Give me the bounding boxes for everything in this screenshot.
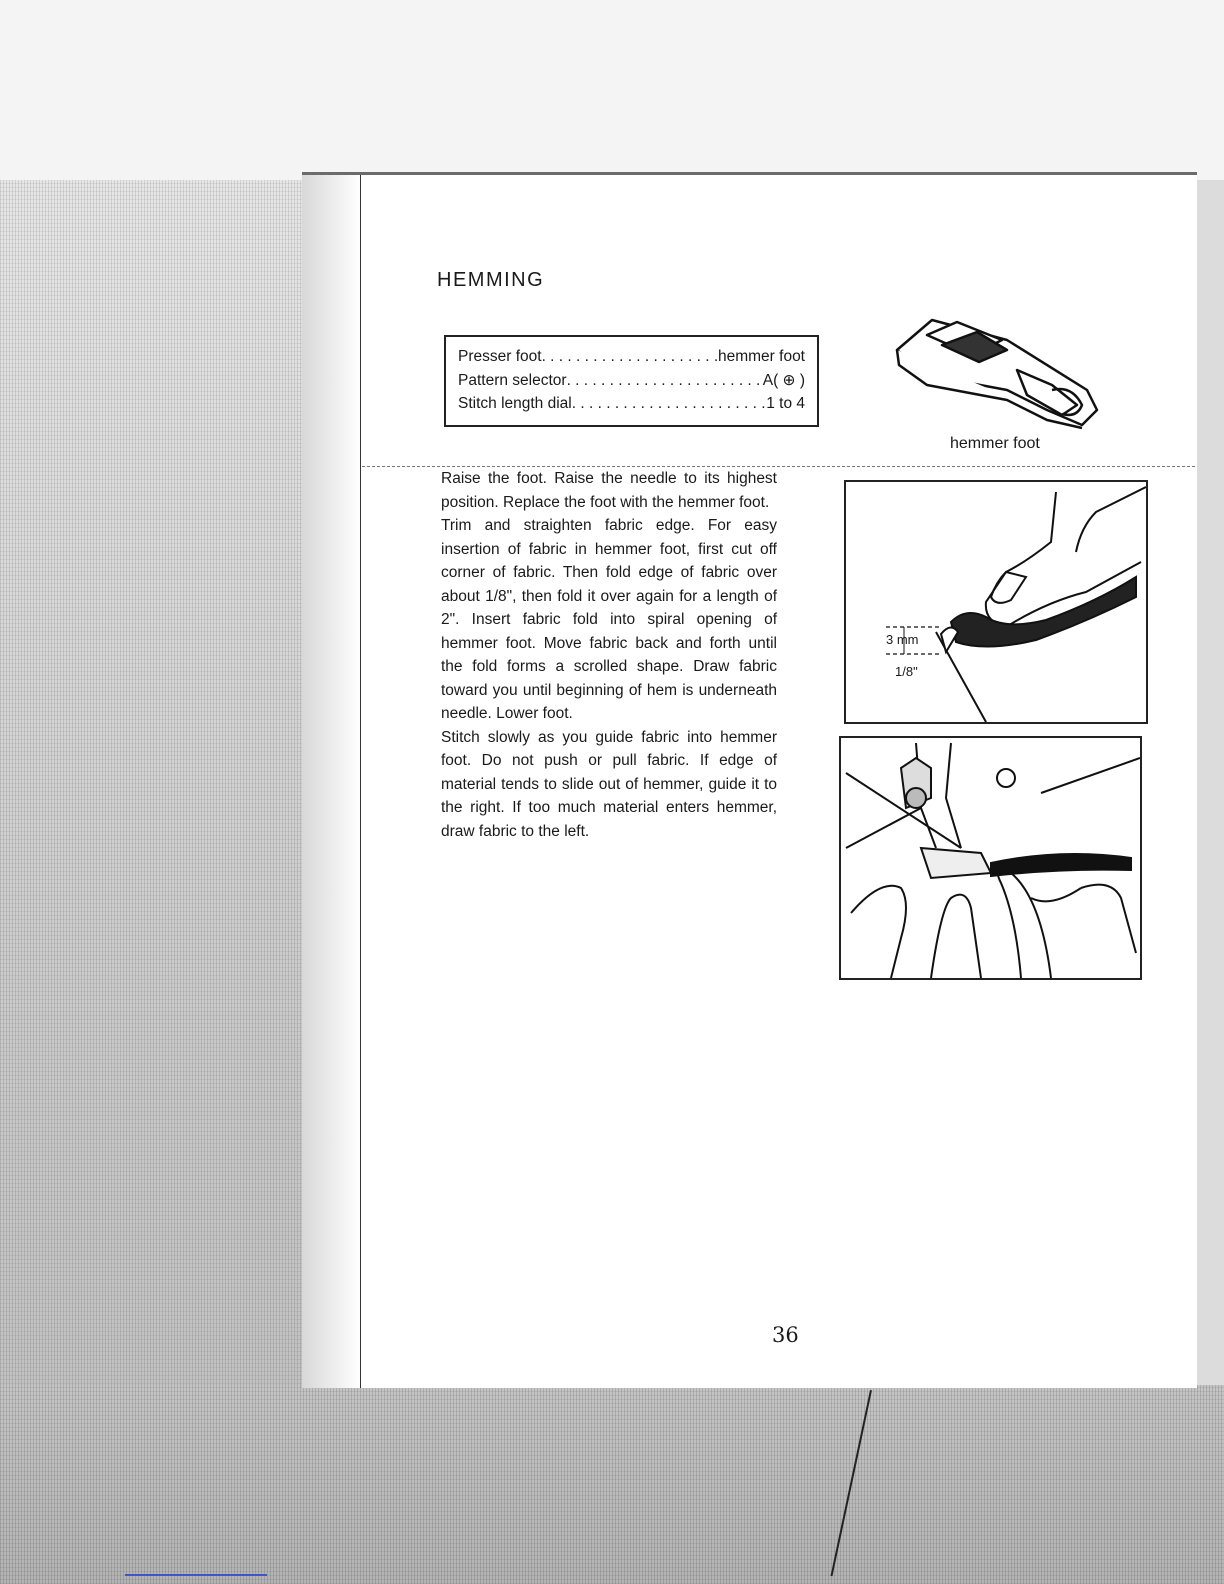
setting-pattern-selector: Pattern selector . . . A( ⊕ ) <box>458 369 805 393</box>
dimension-mm-label: 3 mm <box>886 632 919 647</box>
section-title: HEMMING <box>437 269 545 291</box>
page-number: 36 <box>772 1323 799 1347</box>
setting-presser-foot: Presser foot . . . hemmer foot <box>458 345 805 369</box>
footer-link-underline <box>125 1574 267 1576</box>
instructions-paragraph: Stitch slowly as you guide fabric into hemmer foot. Do not push or pull fabric. If edge of material tends to slide out of hemmer, guide it to the right. If too much material enters hemmer, draw fabric to the left. <box>441 728 777 840</box>
scan-background-bottom <box>0 1385 1224 1584</box>
instructions-paragraph: Trim and straighten fabric edge. For easy insertion of fabric in hemmer foot, first cut off corner of fabric. Then fold edge of fabric over about 1/8", then fold it over again for a length of 2". Insert fabric fold into spiral opening of hemmer foot. Move fabric back and forth until the fold forms a scrolled shape. Draw fabric toward you until beginning of hem is underneath needle. Lower foot. <box>441 517 777 722</box>
fabric-fold-figure <box>844 480 1148 724</box>
dimension-inch-label: 1/8" <box>895 664 918 679</box>
settings-box <box>444 335 819 427</box>
manual-page <box>302 172 1197 1388</box>
hemmer-foot-icon <box>887 310 1102 435</box>
sewing-hem-figure <box>839 736 1142 980</box>
scan-background-top <box>0 0 1224 180</box>
scan-background-left <box>0 180 305 1584</box>
hands-guiding-fabric-icon <box>841 738 1140 978</box>
finger-folding-fabric-icon <box>846 482 1146 722</box>
page-gutter <box>302 175 361 1388</box>
setting-stitch-length: Stitch length dial . . . 1 to 4 <box>458 392 805 416</box>
instructions-paragraph: Raise the foot. Raise the needle to its highest position. Replace the foot with the hemmer foot. <box>441 470 777 511</box>
instructions-text <box>441 467 777 843</box>
hemmer-foot-caption: hemmer foot <box>950 435 1040 452</box>
